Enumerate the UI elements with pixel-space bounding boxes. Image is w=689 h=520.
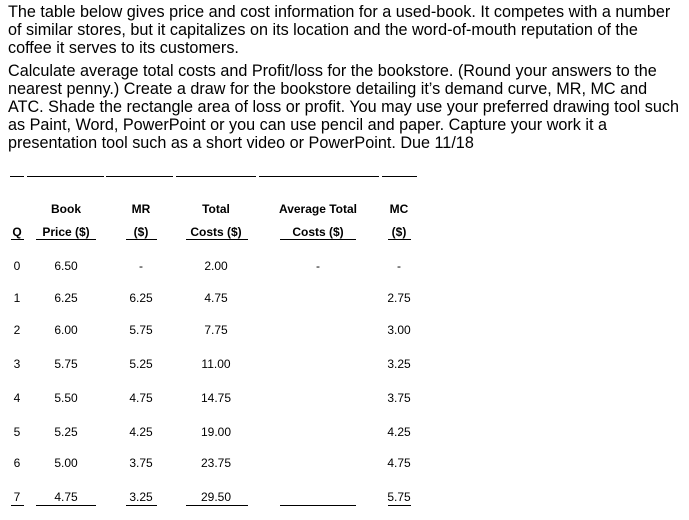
cell-price: 6.50 (54, 259, 78, 273)
cell-q: 0 (13, 259, 21, 273)
header-mc-top: MC (389, 202, 409, 216)
header-price-top: Book (51, 202, 81, 216)
cell-mr: 4.75 (129, 391, 153, 405)
header-tc-top: Total (202, 202, 230, 216)
cell-mr: - (139, 259, 143, 273)
cell-tc: 14.75 (200, 391, 232, 405)
cell-mc: 4.25 (387, 425, 411, 439)
header-atc-top: Average Total (278, 202, 358, 216)
cell-mc: 3.75 (387, 391, 411, 405)
header-underline (126, 239, 157, 240)
cell-q: 2 (13, 323, 21, 337)
cell-price: 5.25 (54, 425, 78, 439)
cell-mr: 3.75 (129, 456, 153, 470)
header-underline (280, 239, 356, 240)
cell-tc: 29.50 (200, 490, 232, 504)
cell-tc: 23.75 (200, 456, 232, 470)
cell-q: 3 (13, 357, 21, 371)
cell-mc: 4.75 (387, 456, 411, 470)
header-mr-top: MR (131, 202, 151, 216)
cell-q: 5 (13, 425, 21, 439)
cell-mc: 3.00 (387, 323, 411, 337)
cell-q: 6 (13, 456, 21, 470)
header-underline (388, 239, 411, 240)
cell-price: 6.25 (54, 291, 78, 305)
cell-tc: 19.00 (200, 425, 232, 439)
instructions-paragraph: Calculate average total costs and Profit/loss for the bookstore. (Round your answers to the nearest penny.) Create a draw for the bookstore detailing it’s demand curve, MR, MC and ATC. Shade the rectangle area of loss or profit. You may use your preferred drawing tool such as Paint, Word, PowerPoint or you can use pencil and paper. Capture your work it a presentation tool such as a short video or PowerPoint. Due 11/18 (8, 62, 679, 152)
intro-paragraph: The table below gives price and cost information for a used-book. It competes with a number of similar stores, but it capitalizes on its location and the word-of-mouth reputation of the coffee it serves to its customers. (8, 3, 671, 57)
cell-mr: 5.25 (129, 357, 153, 371)
header-mc-bottom: ($) (391, 225, 407, 239)
cell-tc: 11.00 (201, 357, 231, 371)
cell-mc: 2.75 (387, 291, 411, 305)
header-underline (36, 239, 96, 240)
cell-mr: 6.25 (129, 291, 153, 305)
header-underline (11, 239, 24, 240)
header-tc-bottom: Costs ($) (190, 225, 242, 239)
cell-price: 5.75 (54, 357, 78, 371)
cell-price: 6.00 (54, 323, 78, 337)
cell-q: 1 (13, 291, 21, 305)
cell-mr: 5.75 (129, 323, 153, 337)
last-row-underline (388, 505, 411, 506)
cell-price: 4.75 (54, 490, 78, 504)
header-price-bottom: Price ($) (42, 225, 90, 239)
cell-price: 5.00 (54, 456, 78, 470)
cell-tc: 2.00 (204, 259, 228, 273)
last-row-underline (186, 505, 248, 506)
cell-q: 4 (13, 391, 21, 405)
header-underline (186, 239, 248, 240)
last-row-underline (126, 505, 157, 506)
cell-price: 5.50 (54, 391, 78, 405)
last-row-underline (280, 505, 356, 506)
last-row-underline (11, 505, 24, 506)
header-q-bottom: Q (12, 225, 22, 239)
cell-atc: - (316, 259, 320, 273)
cell-tc: 7.75 (204, 323, 228, 337)
cell-mr: 3.25 (129, 490, 153, 504)
header-atc-bottom: Costs ($) (292, 225, 344, 239)
cell-mc: - (397, 259, 401, 273)
header-mr-bottom: ($) (133, 225, 149, 239)
cell-mc: 3.25 (387, 357, 411, 371)
last-row-underline (36, 505, 96, 506)
cell-q: 7 (13, 490, 21, 504)
cell-mr: 4.25 (129, 425, 153, 439)
cell-tc: 4.75 (204, 291, 228, 305)
cell-mc: 5.75 (387, 490, 411, 504)
